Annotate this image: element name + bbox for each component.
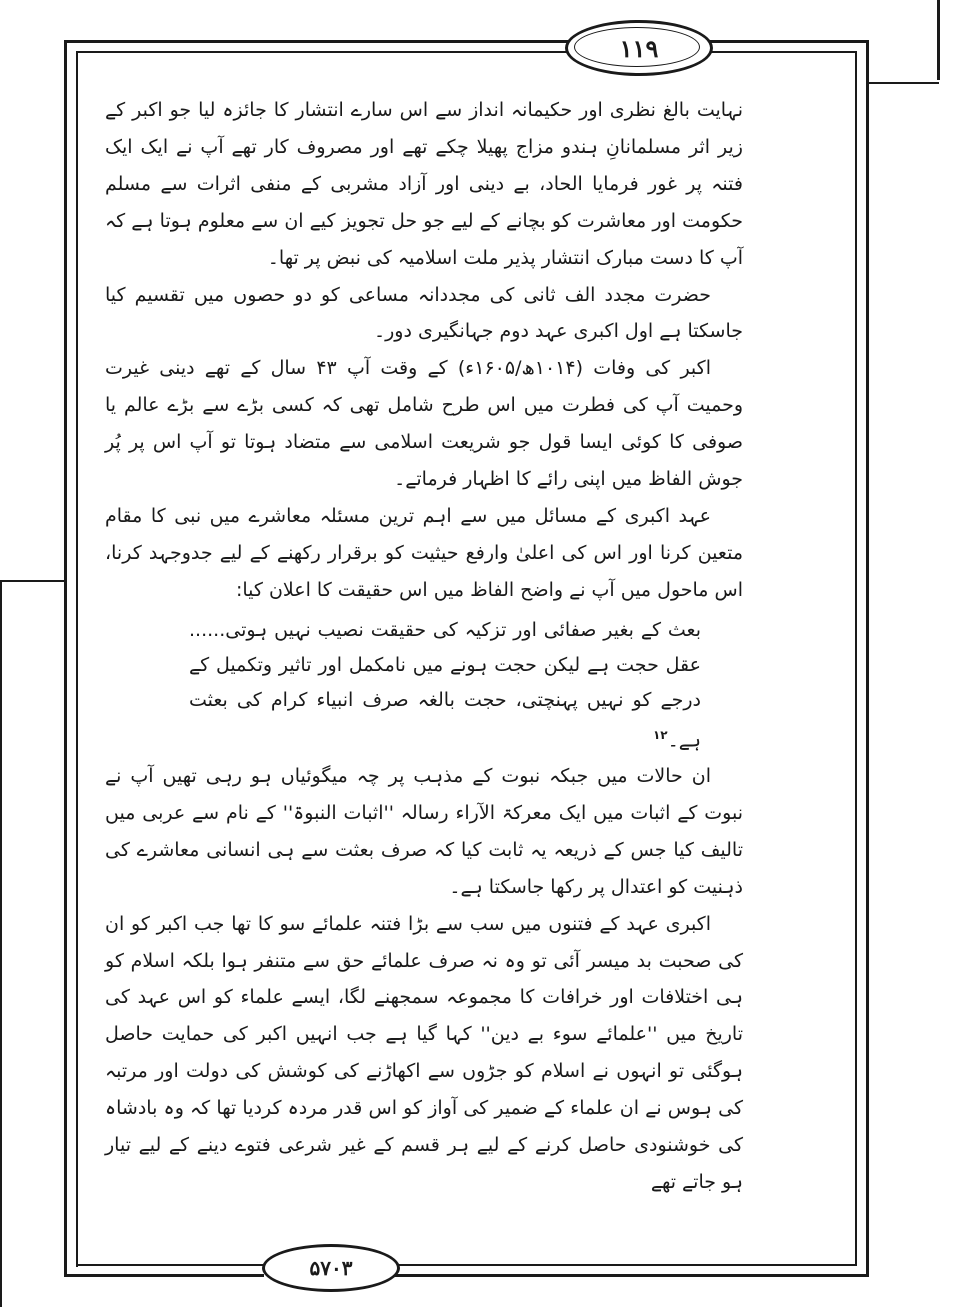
paragraph-3: اکبر کی وفات (۱۰۱۴ھ/۱۶۰۵ء) کے وقت آپ ۴۳ سال کے تھے دینی غیرت وحمیت آپ کی فطرت میں اس طرح شامل تھی کہ کسی بڑے سے بڑے عالم یا صوفی کا کوئی ایسا قول جو شریعت اسلامی سے متضاد ہوتا تو آپ اس پر پُر جوش الفاظ میں اپنی رائے کا اظہار فرماتے۔ (105, 357, 743, 491)
running-number: ۵۷۰۳ (309, 1256, 353, 1280)
paragraph-2: حضرت مجدد الف ثانی کی مجددانہ مساعی کو دو حصوں میں تقسیم کیا جاسکتا ہے اول اکبری عہد دوم جہانگیری دور۔ (105, 283, 743, 343)
running-number-oval (262, 1244, 400, 1292)
quote-text: بعث کے بغیر صفائی اور تزکیہ کی حقیقت نصیب نہیں ہوتی...... عقل حجت ہے لیکن حجت ہونے میں نامکمل اور تاثیر وتکمیل کے درجے کو نہیں پہنچتی، حجت بالغہ صرف انبیاء کرام کی بعثت ہے۔ (189, 618, 701, 752)
frame-bottom-right-inner (392, 1264, 857, 1266)
frame-bottom-right-outer (392, 1274, 869, 1277)
footnote-marker: ۱۲ (652, 727, 668, 742)
block-quote (105, 613, 743, 758)
paragraph-1: نہایت بالغ نظری اور حکیمانہ انداز سے اس سارے انتشار کا جائزہ لیا جو اکبر کے زیر اثر مسلمانانِ ہندو مزاج پھیلا چکے تھے اور مصروف کار تھے آپ نے ایک ایک فتنہ پر غور فرمایا الحاد، بے دینی اور آزاد مشربی کے منفی اثرات سے مسلم حکومت اور معاشرت کو بچانے کے لیے جو حل تجویز کیے ان سے معلوم ہوتا ہے کہ آپ کا دست مبارک انتشار پذیر ملت اسلامیہ کی نبض پر تھا۔ (105, 99, 743, 269)
frame-top-left-inner (76, 51, 571, 53)
paragraph-6: اکبری عہد کے فتنوں میں سب سے بڑا فتنہ علمائے سو کا تھا جب اکبر کو ان کی صحبت بد میسر آئی تو وہ نہ صرف علمائے حق سے متنفر ہوا بلکہ اسلام کو ہی اختلافات اور خرافات کا مجموعہ سمجھنے لگا، ایسے علماء کو اس عہد کی تاریخ میں ''علمائے سوء بے دین'' کہا گیا ہے جب انہیں اکبر کی حمایت حاصل ہوگئی تو انہوں نے اسلام کو جڑوں سے اکھاڑنے کی کوشش کی دولت اور مرتبہ کی ہوس نے ان علماء کے ضمیر کی آواز کو اس قدر مردہ کردیا تھا کہ وہ بادشاہ کی خوشنودی حاصل کرنے کے لیے ہر قسم کے غیر شرعی فتوے دینے کے لیے تیار ہو جاتے تھے (105, 912, 743, 1193)
page-number: ۱۱۹ (619, 33, 659, 63)
frame-right-top-ornament (937, 0, 940, 80)
page-body (105, 92, 743, 1201)
paragraph-4: عہد اکبری کے مسائل میں سے اہم ترین مسئلہ معاشرے میں نبی کا مقام متعین کرنا اور اس کی اعلیٰ وارفع حیثیت کو برقرار رکھنے کے لیے جدوجہد کرنا، اس ماحول میں آپ نے واضح الفاظ میں اس حقیقت کا اعلان کیا: (105, 504, 743, 601)
page-number-oval-inner-ring (574, 27, 700, 67)
frame-bottom-left-vertical (0, 580, 2, 1307)
frame-bottom-left-ornament (0, 580, 66, 582)
frame-bottom-left-inner (76, 1264, 264, 1266)
paragraph-5: ان حالات میں جبکہ نبوت کے مذہب پر چہ میگوئیاں ہو رہی تھیں آپ نے نبوت کے اثبات میں ایک معرکۃ الآراء رسالہ ''اثبات النبوۃ'' کے نام سے عربی میں تالیف کیا جس کے ذریعہ یہ ثابت کیا کہ صرف بعثت سے ہی انسانی معاشرے کی ذہنیت کو اعتدال پر رکھا جاسکتا ہے۔ (105, 765, 743, 898)
frame-right-mid-ornament (869, 82, 939, 84)
frame-top-right-inner (705, 51, 855, 53)
frame-right-inner (855, 51, 857, 1264)
frame-left-outer (64, 40, 67, 1277)
frame-top-right-outer (705, 40, 867, 43)
frame-bottom-left-outer (64, 1274, 264, 1277)
frame-left-inner (76, 51, 78, 1267)
frame-right-outer (866, 40, 869, 1275)
frame-top-left-outer (64, 40, 571, 43)
